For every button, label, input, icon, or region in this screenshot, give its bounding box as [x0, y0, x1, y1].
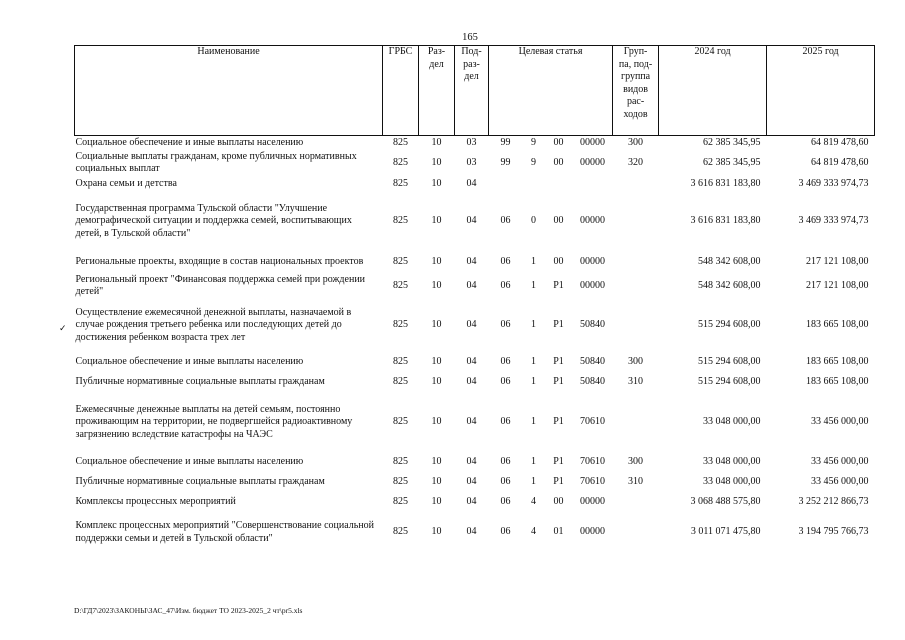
row-grbs: 825	[393, 215, 408, 227]
row-group	[613, 251, 659, 274]
row-target-program: 06	[500, 526, 511, 538]
row-amount-2025: 183 665 108,00	[806, 356, 869, 368]
row-razdel: 10	[431, 319, 442, 331]
row-razdel: 10	[431, 279, 442, 291]
table-row	[75, 193, 875, 251]
row-group	[613, 393, 659, 453]
row-target-direction	[545, 176, 573, 193]
row-target-direction: 00	[553, 215, 564, 227]
table-row	[75, 493, 875, 513]
row-target-program: 99	[500, 137, 511, 148]
row-target-code: 00000	[580, 526, 606, 538]
row-group: 310	[628, 476, 644, 488]
row-target-direction: P1	[553, 376, 564, 388]
row-razdel: 10	[431, 416, 442, 428]
row-razdel: 10	[431, 177, 442, 189]
header-name: Наименование	[75, 46, 383, 136]
row-grbs: 825	[393, 156, 408, 168]
header-target: Целевая статья	[489, 46, 613, 136]
row-grbs: 825	[393, 177, 408, 189]
row-podrazdel: 04	[466, 526, 477, 538]
table-row	[75, 274, 875, 299]
row-target-subprogram: 4	[531, 526, 536, 538]
budget-table	[74, 45, 874, 553]
row-target-code: 70610	[580, 456, 606, 468]
row-target-program: 06	[500, 456, 511, 468]
row-target-subprogram: 1	[531, 319, 536, 331]
row-target-subprogram: 1	[531, 416, 536, 428]
row-target-code	[573, 176, 613, 193]
row-amount-2024: 3 011 071 475,80	[690, 526, 761, 538]
row-podrazdel: 03	[466, 137, 477, 148]
row-target-direction: 00	[553, 496, 564, 508]
row-target-program: 06	[500, 476, 511, 488]
table-row	[75, 453, 875, 473]
table-row	[75, 393, 875, 453]
row-name: Региональные проекты, входящие в состав национальных проектов	[75, 255, 364, 267]
row-target-code: 70610	[580, 416, 606, 428]
row-podrazdel: 04	[466, 476, 477, 488]
row-target-subprogram: 1	[531, 356, 536, 368]
row-amount-2025: 64 819 478,60	[811, 137, 869, 148]
row-target-subprogram: 9	[531, 137, 536, 148]
row-podrazdel: 04	[466, 376, 477, 388]
row-target-code: 00000	[580, 279, 606, 291]
row-name: Публичные нормативные социальные выплаты гражданам	[75, 376, 325, 388]
row-razdel: 10	[431, 456, 442, 468]
row-target-direction: 00	[553, 137, 564, 148]
row-razdel: 10	[431, 496, 442, 508]
row-group	[613, 176, 659, 193]
row-group: 320	[628, 156, 644, 168]
row-name: Комплекс процессных мероприятий "Совершенствование социальной поддержки семьи и детей в Тульской области"	[75, 520, 375, 544]
row-target-program: 06	[500, 356, 511, 368]
row-group: 310	[628, 376, 644, 388]
row-target-program: 06	[500, 215, 511, 227]
row-razdel: 10	[431, 526, 442, 538]
row-amount-2025: 33 456 000,00	[811, 456, 869, 468]
row-target-direction: 01	[553, 526, 564, 538]
row-amount-2024: 548 342 608,00	[698, 279, 761, 291]
row-amount-2024: 3 616 831 183,80	[690, 215, 761, 227]
row-grbs: 825	[393, 255, 408, 267]
row-grbs: 825	[393, 356, 408, 368]
row-target-direction: P1	[553, 476, 564, 488]
row-name: Комплексы процессных мероприятий	[75, 496, 236, 508]
row-razdel: 10	[431, 255, 442, 267]
row-grbs: 825	[393, 476, 408, 488]
row-target-subprogram: 1	[531, 279, 536, 291]
table-row	[75, 176, 875, 193]
row-podrazdel: 03	[466, 156, 477, 168]
row-grbs: 825	[393, 456, 408, 468]
row-grbs: 825	[393, 376, 408, 388]
row-amount-2025: 64 819 478,60	[811, 156, 869, 168]
row-name: Осуществление ежемесячной денежной выплаты, назначаемой в случае рождения третьего ребенка или последующих детей до достижения ребенком возраста трех лет	[75, 306, 352, 343]
row-amount-2025: 217 121 108,00	[806, 255, 869, 267]
row-target-subprogram: 0	[531, 215, 536, 227]
row-target-program: 06	[500, 416, 511, 428]
row-target-direction: P1	[553, 356, 564, 368]
row-group	[613, 193, 659, 251]
row-target-direction: P1	[553, 456, 564, 468]
row-name: Публичные нормативные социальные выплаты гражданам	[75, 476, 325, 488]
row-target-direction: P1	[553, 279, 564, 291]
row-target-program: 06	[500, 496, 511, 508]
row-amount-2024: 33 048 000,00	[703, 416, 761, 428]
row-amount-2024: 33 048 000,00	[703, 456, 761, 468]
row-amount-2025: 33 456 000,00	[811, 416, 869, 428]
row-target-code: 70610	[580, 476, 606, 488]
row-name: Региональный проект "Финансовая поддержка семей при рождении детей"	[75, 273, 366, 297]
row-amount-2024: 33 048 000,00	[703, 476, 761, 488]
row-group	[613, 299, 659, 353]
row-name: Государственная программа Тульской области "Улучшение демографической ситуации и поддержка семей, воспитывающих детей, в Тульской области"	[75, 202, 352, 239]
row-group	[613, 513, 659, 553]
margin-mark: ✓	[59, 323, 67, 333]
footer-file-path: D:\ГД7\2023\ЗАКОНЫ\ЗАС_47\Изм. бюджет ТО 2023-2025_2 чт\pr5.xls	[74, 606, 303, 615]
row-target-subprogram: 4	[531, 496, 536, 508]
row-name: Ежемесячные денежные выплаты на детей семьям, постоянно проживающим на территории, не подвергшейся радиоактивному загрязнению вследствие катастрофы на ЧАЭС	[75, 403, 353, 440]
row-amount-2025: 3 469 333 974,73	[798, 177, 869, 189]
row-target-code: 00000	[580, 496, 606, 508]
row-podrazdel: 04	[466, 356, 477, 368]
table-header	[75, 46, 875, 136]
row-target-direction: P1	[553, 319, 564, 331]
row-target-subprogram: 1	[531, 376, 536, 388]
header-razdel: Раз- дел	[419, 46, 455, 136]
row-amount-2025: 3 252 212 866,73	[798, 496, 869, 508]
row-target-code: 50840	[580, 356, 606, 368]
row-amount-2024: 3 616 831 183,80	[690, 177, 761, 189]
row-grbs: 825	[393, 526, 408, 538]
row-group: 300	[628, 137, 644, 148]
row-target-program: 06	[500, 279, 511, 291]
row-name: Социальные выплаты гражданам, кроме публичных нормативных социальных выплат	[75, 150, 357, 174]
row-amount-2025: 183 665 108,00	[806, 376, 869, 388]
row-group	[613, 493, 659, 513]
table-row	[75, 353, 875, 373]
row-amount-2025: 183 665 108,00	[806, 319, 869, 331]
row-podrazdel: 04	[466, 215, 477, 227]
row-group: 300	[628, 356, 644, 368]
row-amount-2024: 515 294 608,00	[698, 356, 761, 368]
row-podrazdel: 04	[466, 177, 477, 189]
row-amount-2025: 217 121 108,00	[806, 279, 869, 291]
row-amount-2025: 33 456 000,00	[811, 476, 869, 488]
row-target-code: 00000	[580, 156, 606, 168]
row-target-program	[489, 176, 523, 193]
table-row	[75, 136, 875, 151]
table-row	[75, 373, 875, 393]
row-podrazdel: 04	[466, 416, 477, 428]
row-target-code: 00000	[580, 215, 606, 227]
row-target-code: 00000	[580, 137, 606, 148]
row-grbs: 825	[393, 496, 408, 508]
table-body	[75, 136, 875, 553]
row-group: 300	[628, 456, 644, 468]
row-razdel: 10	[431, 215, 442, 227]
row-target-subprogram: 1	[531, 255, 536, 267]
row-amount-2024: 515 294 608,00	[698, 319, 761, 331]
header-podrazdel: Под- раз- дел	[455, 46, 489, 136]
table-row	[75, 251, 875, 274]
row-razdel: 10	[431, 137, 442, 148]
row-target-direction: 00	[553, 156, 564, 168]
row-target-subprogram	[523, 176, 545, 193]
row-target-subprogram: 1	[531, 456, 536, 468]
row-target-direction: P1	[553, 416, 564, 428]
row-razdel: 10	[431, 156, 442, 168]
row-target-subprogram: 9	[531, 156, 536, 168]
row-amount-2024: 548 342 608,00	[698, 255, 761, 267]
row-name: Охрана семьи и детства	[75, 177, 177, 189]
row-target-code: 50840	[580, 319, 606, 331]
row-podrazdel: 04	[466, 496, 477, 508]
row-grbs: 825	[393, 137, 408, 148]
row-amount-2025: 3 469 333 974,73	[798, 215, 869, 227]
row-podrazdel: 04	[466, 279, 477, 291]
row-target-program: 06	[500, 376, 511, 388]
row-name: Социальное обеспечение и иные выплаты населению	[75, 456, 304, 468]
table-row	[75, 151, 875, 176]
row-target-subprogram: 1	[531, 476, 536, 488]
header-2024: 2024 год	[659, 46, 767, 136]
row-amount-2024: 62 385 345,95	[703, 137, 761, 148]
header-group: Груп- па, под- группа видов рас- ходов	[613, 46, 659, 136]
row-amount-2024: 515 294 608,00	[698, 376, 761, 388]
row-name: Социальное обеспечение и иные выплаты населению	[75, 356, 304, 368]
table-row	[75, 299, 875, 353]
row-amount-2025: 3 194 795 766,73	[798, 526, 869, 538]
row-amount-2024: 3 068 488 575,80	[690, 496, 761, 508]
header-2025: 2025 год	[767, 46, 875, 136]
row-name: Социальное обеспечение и иные выплаты населению	[75, 137, 304, 148]
row-target-program: 06	[500, 255, 511, 267]
row-target-program: 06	[500, 319, 511, 331]
row-razdel: 10	[431, 356, 442, 368]
row-target-program: 99	[500, 156, 511, 168]
row-podrazdel: 04	[466, 255, 477, 267]
row-grbs: 825	[393, 279, 408, 291]
row-podrazdel: 04	[466, 319, 477, 331]
row-grbs: 825	[393, 319, 408, 331]
table-row	[75, 473, 875, 493]
header-grbs: ГРБС	[383, 46, 419, 136]
page-number: 165	[462, 32, 478, 43]
row-amount-2024: 62 385 345,95	[703, 156, 761, 168]
row-razdel: 10	[431, 476, 442, 488]
row-group	[613, 274, 659, 299]
table-row	[75, 513, 875, 553]
row-razdel: 10	[431, 376, 442, 388]
row-target-direction: 00	[553, 255, 564, 267]
row-grbs: 825	[393, 416, 408, 428]
row-target-code: 50840	[580, 376, 606, 388]
row-target-code: 00000	[580, 255, 606, 267]
row-podrazdel: 04	[466, 456, 477, 468]
